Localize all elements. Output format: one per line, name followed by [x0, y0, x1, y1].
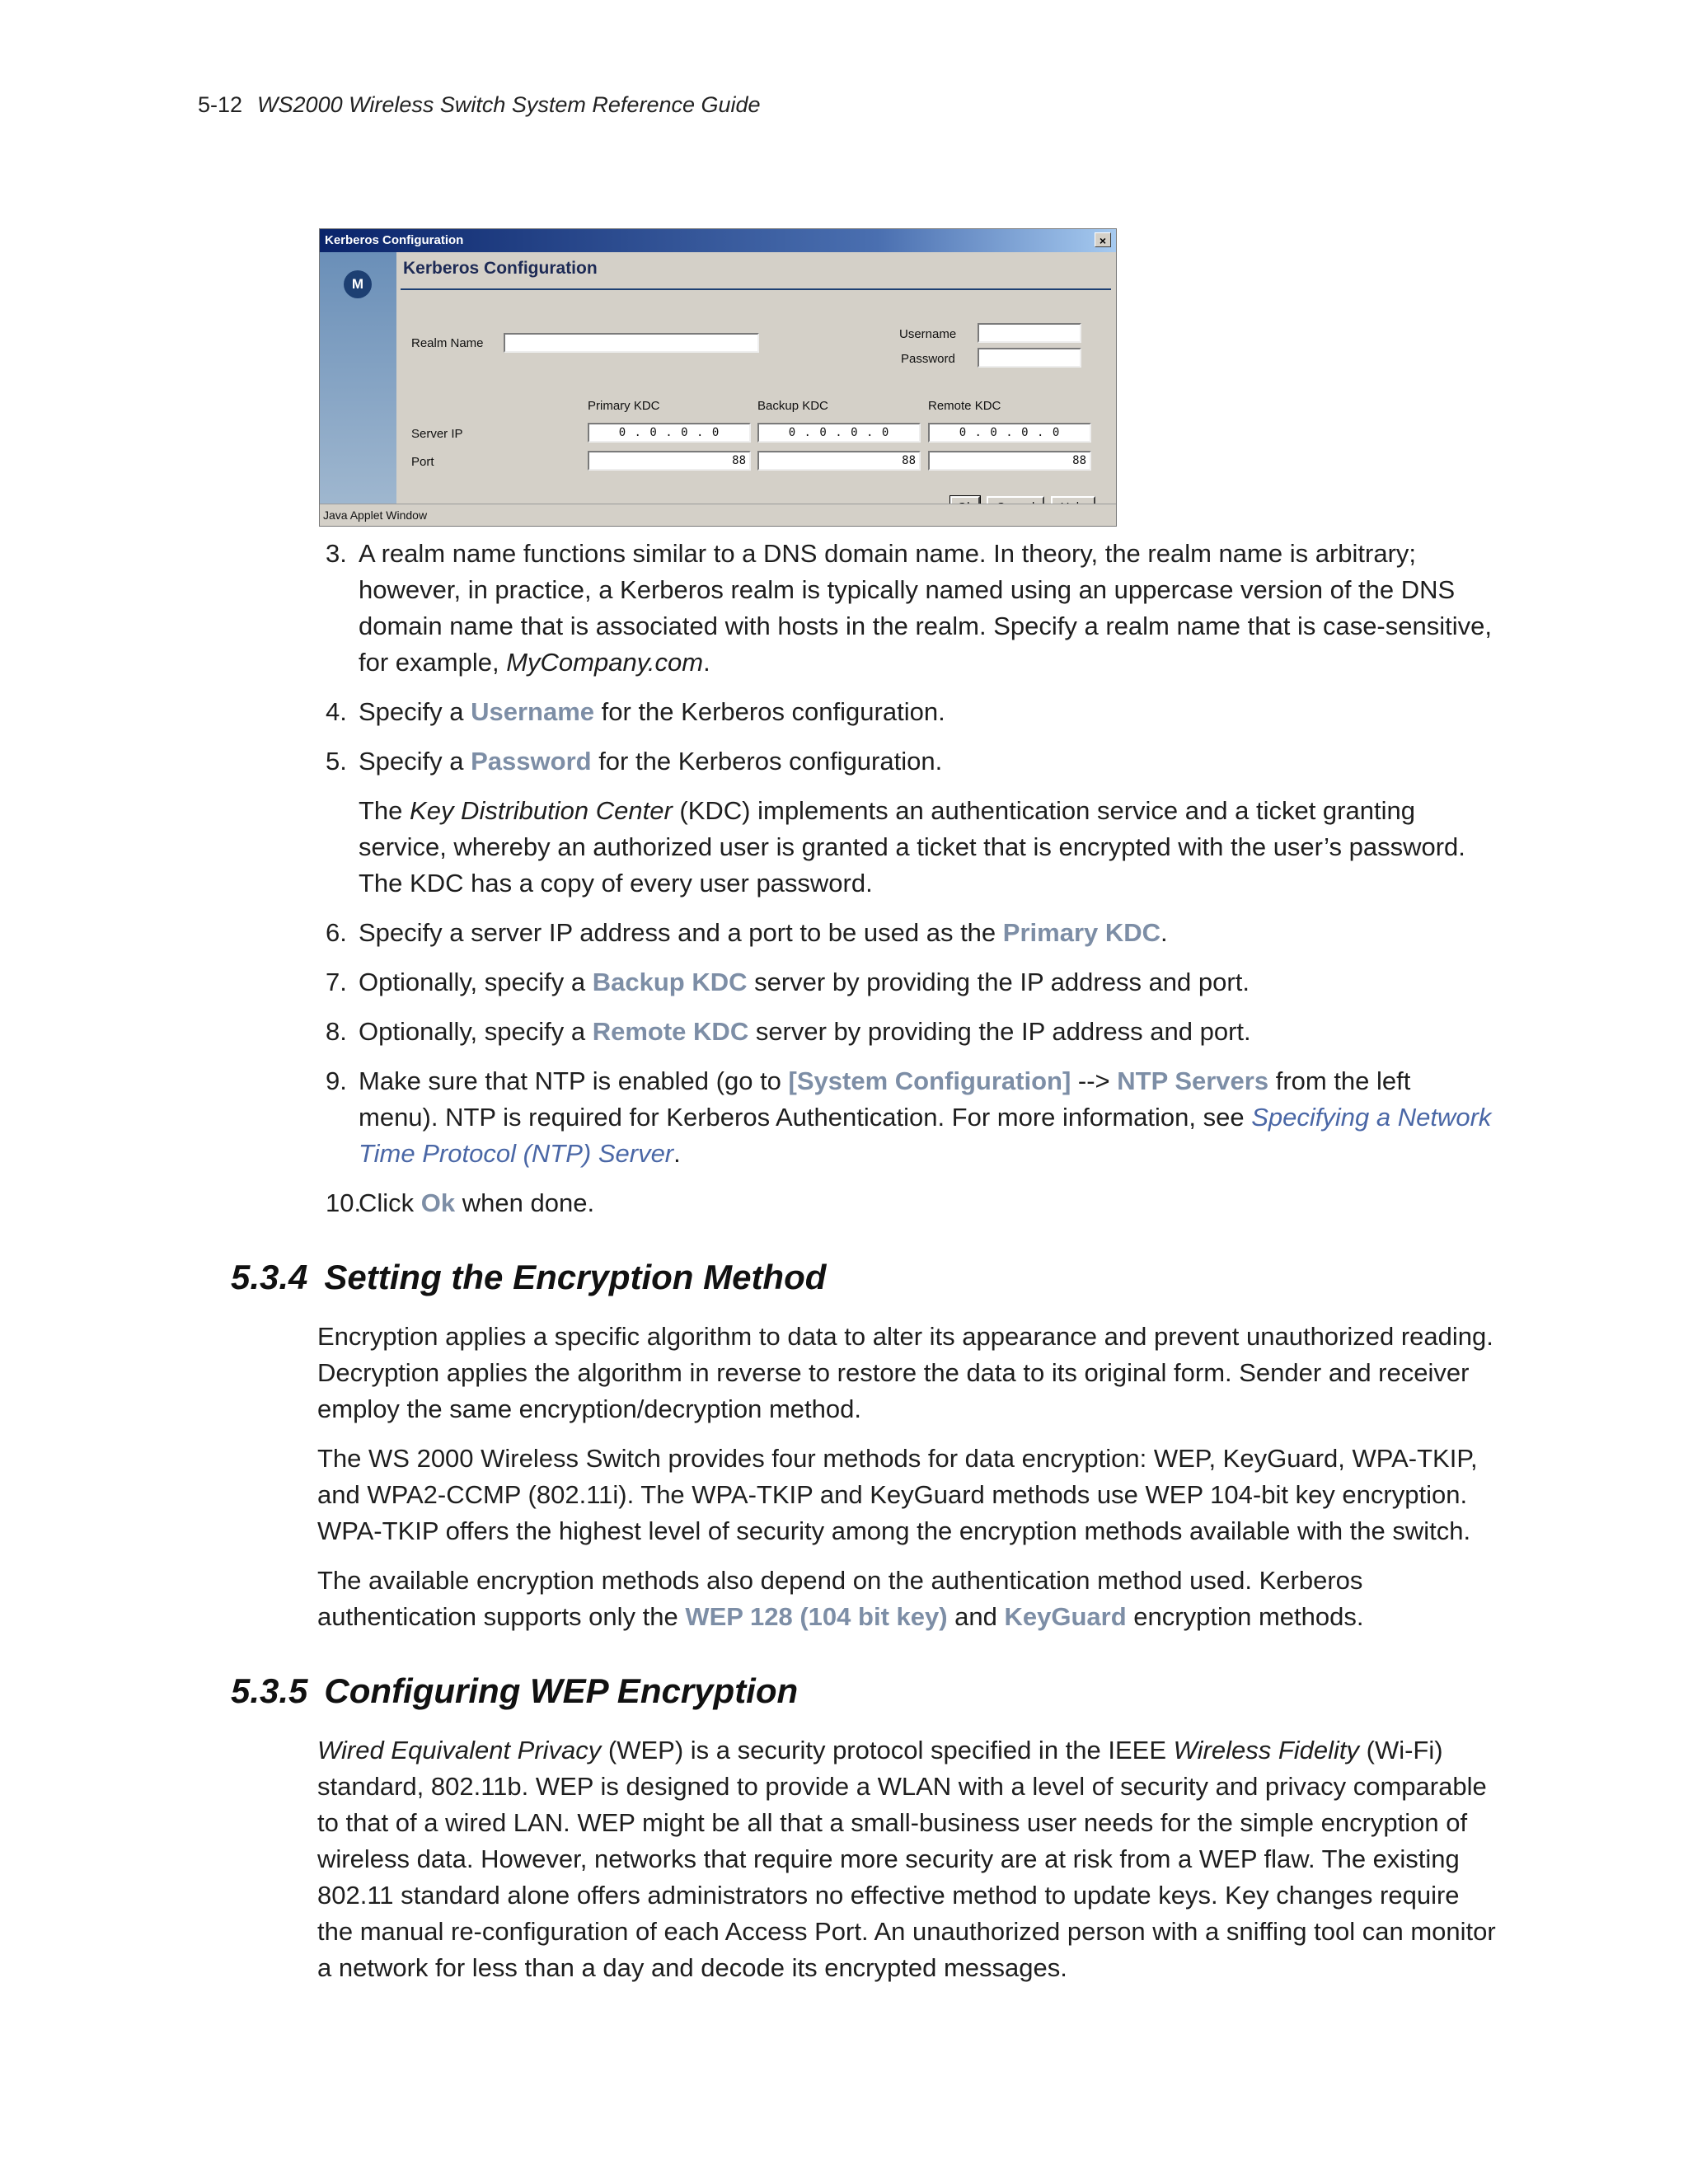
- dialog-content: [396, 252, 1116, 504]
- step-9: [326, 1063, 1496, 1172]
- dialog-window-title: Kerberos Configuration: [325, 233, 464, 247]
- backup-kdc-keyword: Backup KDC: [592, 968, 748, 996]
- password-keyword: Password: [471, 747, 592, 776]
- step-text: Specify a: [359, 747, 471, 776]
- step-text: -->: [1071, 1066, 1118, 1095]
- step-7: [326, 964, 1496, 1001]
- step-text: A realm name functions similar to a DNS domain name. In theory, the realm name is arbitrary; however, in practice, a Kerberos realm is typically named using an uppercase version of the DNS domain name that is associated with hosts in the realm. Specify a realm name that is case-sensitive, for example,: [359, 539, 1492, 677]
- motorola-logo-icon: M: [344, 270, 372, 298]
- step-text: Click: [359, 1188, 421, 1217]
- close-icon[interactable]: ×: [1095, 232, 1111, 247]
- paragraph: [317, 1563, 1496, 1635]
- wep128-keyword: WEP 128 (104 bit key): [685, 1602, 948, 1631]
- document-title: WS2000 Wireless Switch System Reference Guide: [257, 92, 761, 117]
- dialog-titlebar: [320, 229, 1116, 252]
- step-text: server by providing the IP address and port.: [748, 1017, 1251, 1046]
- realm-name-input[interactable]: [504, 333, 759, 353]
- step-number: 4.: [326, 697, 347, 726]
- step-text: Specify a server IP address and a port to be used as the: [359, 918, 1003, 947]
- step-10: [326, 1185, 1496, 1221]
- paragraph-text: (WEP) is a security protocol specified in the IEEE: [601, 1736, 1174, 1765]
- kerberos-config-dialog: [319, 228, 1117, 527]
- step-number: 9.: [326, 1066, 347, 1095]
- procedure-steps: [326, 536, 1496, 1235]
- primary-kdc-label: Primary KDC: [588, 399, 660, 413]
- step-8: [326, 1014, 1496, 1050]
- remote-kdc-label: Remote KDC: [928, 399, 1001, 413]
- section-heading-535: [231, 1671, 798, 1711]
- section-number: 5.3.5: [231, 1671, 308, 1710]
- step-number: 10.: [326, 1188, 362, 1217]
- page-number: 5-12: [198, 92, 243, 117]
- server-ip-label: Server IP: [411, 427, 463, 441]
- section-title: Configuring WEP Encryption: [324, 1671, 799, 1710]
- dialog-sidebar: [320, 252, 396, 504]
- step-text: Optionally, specify a: [359, 1017, 593, 1046]
- username-keyword: Username: [471, 697, 595, 726]
- keyguard-keyword: KeyGuard: [1004, 1602, 1127, 1631]
- ok-keyword: Ok: [420, 1188, 456, 1217]
- remote-port-input[interactable]: 88: [928, 451, 1091, 471]
- port-label: Port: [411, 455, 434, 469]
- paragraph-text: The available encryption methods also depend on the authentication method used. Kerberos authentication supports only the: [317, 1566, 1363, 1631]
- password-input[interactable]: [978, 348, 1081, 368]
- step-4: [326, 694, 1496, 730]
- password-label: Password: [901, 352, 955, 366]
- step-3: [326, 536, 1496, 681]
- primary-kdc-keyword: Primary KDC: [1002, 918, 1161, 947]
- section-535-body: [317, 1732, 1496, 1999]
- step-text: for the Kerberos configuration.: [591, 747, 943, 776]
- paragraph: The WS 2000 Wireless Switch provides four methods for data encryption: WEP, KeyGuard, WPA-TKIP, and WPA2-CCMP (802.11i). The WPA-TKIP and KeyGuard methods use WEP 104-bit key encryption. WPA-TKIP offers the highest level of security among the encryption methods available with the switch.: [317, 1444, 1478, 1545]
- primary-port-input[interactable]: 88: [588, 451, 751, 471]
- dialog-heading: Kerberos Configuration: [403, 259, 598, 278]
- ntp-server-link[interactable]: Specifying a Network Time Protocol (NTP) Server: [359, 1103, 1492, 1168]
- paragraph: Encryption applies a specific algorithm to data to alter its appearance and prevent unauthorized reading. Decryption applies the algorithm in reverse to restore the data to its original form. Sender and receiver employ the same encryption/decryption method.: [317, 1322, 1493, 1423]
- heading-divider: [401, 288, 1111, 290]
- backup-kdc-label: Backup KDC: [757, 399, 828, 413]
- remote-kdc-keyword: Remote KDC: [592, 1017, 749, 1046]
- wep-term: Wired Equivalent Privacy: [317, 1736, 602, 1765]
- primary-ip-input[interactable]: 0 . 0 . 0 . 0: [588, 423, 751, 443]
- step-number: 3.: [326, 539, 347, 568]
- kdc-term: Key Distribution Center: [410, 796, 673, 825]
- username-label: Username: [899, 327, 957, 341]
- section-heading-534: [231, 1258, 826, 1297]
- step-text: when done.: [455, 1188, 595, 1217]
- realm-name-label: Realm Name: [411, 336, 484, 350]
- section-534-body: [317, 1319, 1496, 1648]
- kdc-note: [326, 793, 1496, 902]
- paragraph-text: encryption methods.: [1126, 1602, 1364, 1631]
- step-text: .: [1160, 918, 1168, 947]
- ntp-servers-keyword: NTP Servers: [1117, 1066, 1269, 1095]
- realm-example: MyCompany.com: [506, 648, 704, 677]
- paragraph-text: and: [947, 1602, 1005, 1631]
- step-text: Specify a: [359, 697, 471, 726]
- step-end: .: [673, 1139, 681, 1168]
- step-text: Optionally, specify a: [359, 968, 593, 996]
- step-text: for the Kerberos configuration.: [594, 697, 945, 726]
- step-text: from the left menu). NTP is required for Kerberos Authentication. For more information, see: [359, 1066, 1411, 1132]
- remote-ip-input[interactable]: 0 . 0 . 0 . 0: [928, 423, 1091, 443]
- username-input[interactable]: [978, 323, 1081, 343]
- step-number: 6.: [326, 918, 347, 947]
- step-text: server by providing the IP address and port.: [747, 968, 1250, 996]
- step-number: 7.: [326, 968, 347, 996]
- page-header: [198, 92, 761, 118]
- backup-port-input[interactable]: 88: [757, 451, 921, 471]
- section-title: Setting the Encryption Method: [324, 1258, 827, 1296]
- section-number: 5.3.4: [231, 1258, 308, 1296]
- paragraph: [317, 1732, 1496, 1986]
- step-text: Make sure that NTP is enabled (go to: [359, 1066, 789, 1095]
- paragraph-text: (Wi-Fi) standard, 802.11b. WEP is designed to provide a WLAN with a level of security and privacy comparable to that of a wired LAN. WEP might be all that a small-business user needs for the simple encryption of wireless data. However, networks that require more security are at risk from a WEP flaw. The existing 802.11 standard alone offers administrators no effective method to update keys. Key changes require the manual re-configuration of each Access Port. An unauthorized person with a sniffing tool can monitor a network for less than a day and decode its encrypted messages.: [317, 1736, 1496, 1982]
- step-number: 8.: [326, 1017, 347, 1046]
- step-number: 5.: [326, 747, 347, 776]
- wifi-term: Wireless Fidelity: [1173, 1736, 1360, 1765]
- system-configuration-keyword: [System Configuration]: [788, 1066, 1071, 1095]
- backup-ip-input[interactable]: 0 . 0 . 0 . 0: [757, 423, 921, 443]
- applet-status-bar: Java Applet Window: [320, 504, 1116, 526]
- step-5: [326, 743, 1496, 780]
- step-end: .: [703, 648, 710, 677]
- step-6: [326, 915, 1496, 951]
- note-text: (KDC) implements an authentication service and a ticket granting service, whereby an authorized user is granted a ticket that is encrypted with the user’s password. The KDC has a copy of every user password.: [359, 796, 1465, 898]
- note-text: The: [359, 796, 410, 825]
